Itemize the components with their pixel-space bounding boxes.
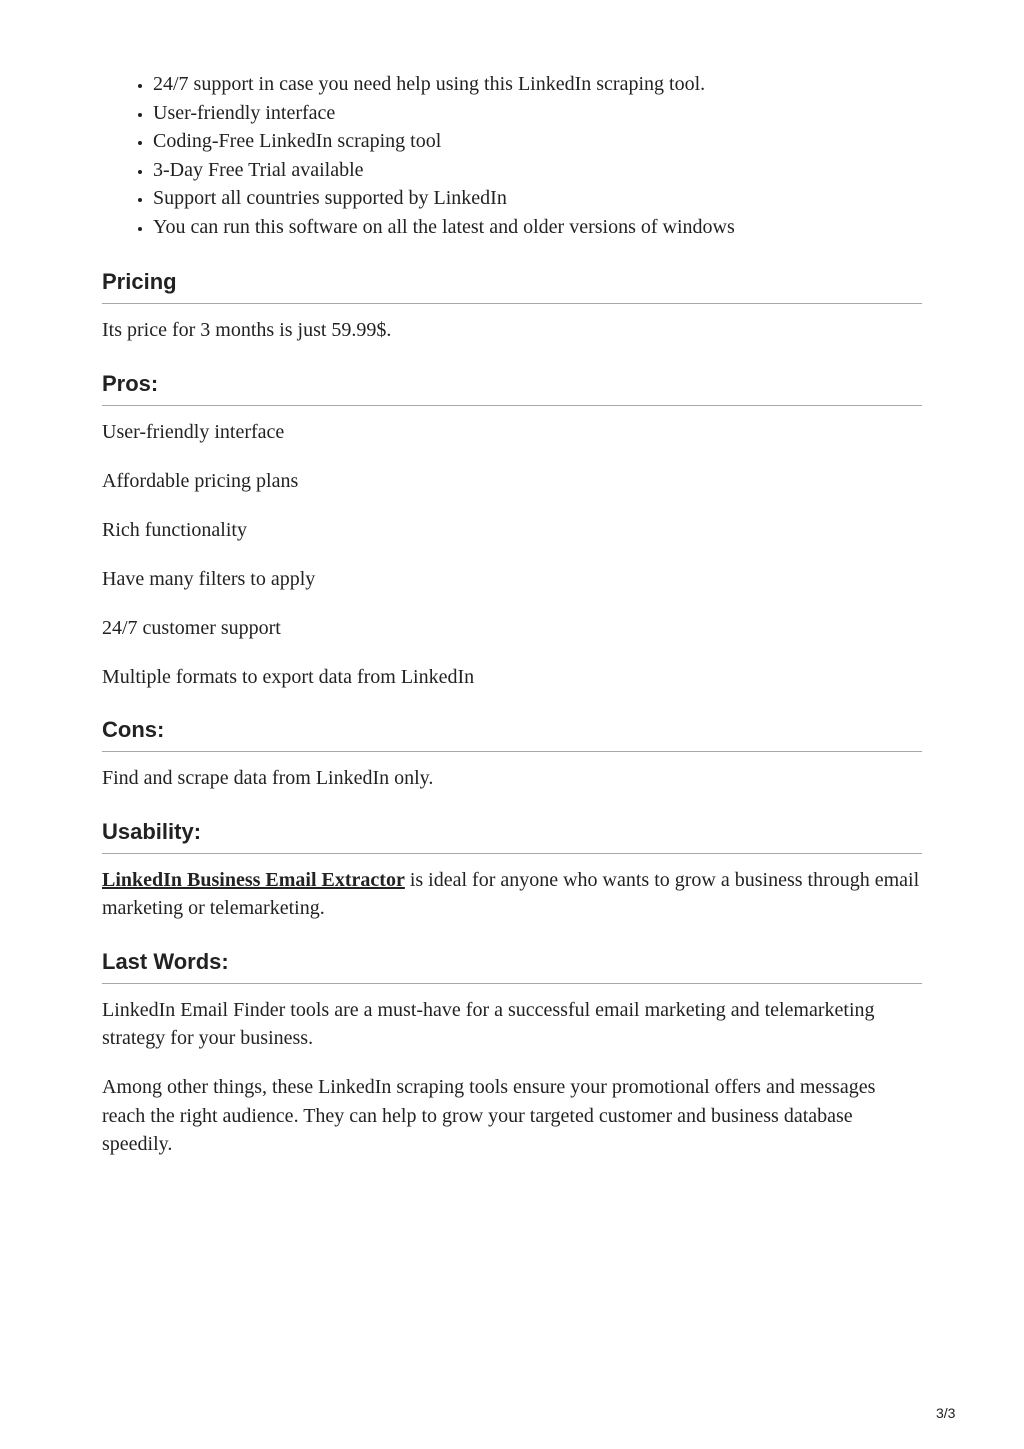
usability-description: is ideal for anyone who wants to grow a business through email marketing or telemarketing.	[102, 868, 920, 919]
pros-item: Rich functionality	[102, 518, 247, 541]
feature-item: • You can run this software on all the latest and older versions of windows	[153, 213, 922, 242]
cons-text: Find and scrape data from LinkedIn only.	[102, 767, 434, 789]
cons-heading: Cons:	[102, 717, 922, 752]
pros-item: Affordable pricing plans	[102, 469, 299, 492]
last-words-heading: Last Words:	[102, 949, 922, 984]
pricing-heading: Pricing	[102, 269, 922, 304]
product-link[interactable]: LinkedIn Business Email Extractor	[102, 868, 405, 891]
feature-item: • 24/7 support in case you need help using this LinkedIn scraping tool.	[153, 70, 922, 99]
feature-item: • User-friendly interface	[153, 99, 922, 128]
usability-heading: Usability:	[102, 819, 922, 854]
feature-list	[102, 70, 922, 241]
feature-item: • Support all countries supported by LinkedIn	[153, 184, 922, 213]
pros-item: Have many filters to apply	[102, 567, 316, 590]
feature-item: • Coding-Free LinkedIn scraping tool	[153, 127, 922, 156]
document-page	[102, 70, 922, 1159]
last-words-paragraph: LinkedIn Email Finder tools are a must-have for a successful email marketing and telemarketing strategy for your business.	[102, 998, 875, 1049]
pros-item: 24/7 customer support	[102, 616, 281, 639]
usability-text	[102, 866, 922, 923]
pros-item: Multiple formats to export data from LinkedIn	[102, 665, 475, 688]
last-words-paragraph: Among other things, these LinkedIn scraping tools ensure your promotional offers and messages reach the right audience. They can help to grow your targeted customer and business database speedily.	[102, 1076, 876, 1155]
feature-item: • 3-Day Free Trial available	[153, 156, 922, 185]
pros-heading: Pros:	[102, 371, 922, 406]
page-number: 3/3	[936, 1405, 956, 1421]
pricing-text: Its price for 3 months is just 59.99$.	[102, 319, 392, 341]
pros-item: User-friendly interface	[102, 420, 285, 443]
